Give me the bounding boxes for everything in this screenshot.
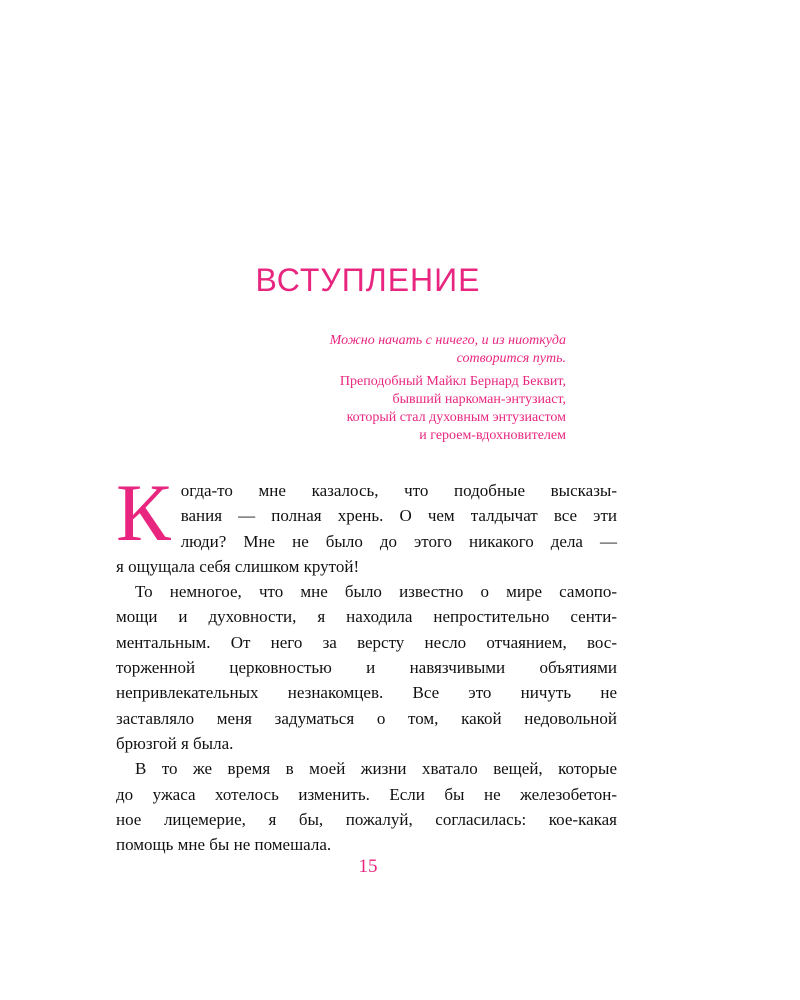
epigraph-attribution-line: Преподобный Майкл Бернард Беквит, [339, 374, 566, 389]
text-line: непривлекательных незнакомцев. Все это ничуть не [116, 683, 617, 703]
text-line: до ужаса хотелось изменить. Если бы не железобетон- [116, 784, 617, 804]
paragraph-1 [116, 467, 617, 579]
text-line: брюзгой я была. [116, 733, 234, 753]
body-text [116, 467, 617, 857]
epigraph-attribution [230, 373, 566, 445]
text-line: ное лицемерие, я бы, пожалуй, согласилась: кое-какая [116, 809, 617, 829]
text-line: огда-то мне казалось, что подобные высказы- [180, 481, 617, 500]
epigraph-quote-line: Можно начать с ничего, и из ниоткуда [329, 333, 566, 348]
epigraph-quote-line: сотворится путь. [456, 351, 566, 366]
drop-cap: К [116, 467, 171, 558]
text-line: мощи и духовности, я находила непростительно сенти- [116, 607, 617, 627]
text-line: ментальным. От него за версту несло отчаянием, вос- [116, 632, 617, 652]
text-line: я ощущала себя слишком крутой! [116, 556, 360, 576]
chapter-title: ВСТУПЛЕНИЕ [255, 262, 481, 298]
text-line: люди? Мне не было до этого никакого дела — [180, 531, 617, 551]
text-line: помощь мне бы не помешала. [116, 835, 332, 855]
text-line: заставляло меня задуматься о том, какой недовольной [116, 708, 617, 728]
epigraph [230, 332, 566, 445]
epigraph-attribution-line: и героем-вдохновителем [419, 428, 566, 443]
page-number: 15 [358, 856, 378, 877]
text-line: торженной церковностью и навязчивыми объятиями [116, 658, 617, 678]
epigraph-attribution-line: бывший наркоман-энтузиаст, [392, 392, 566, 407]
paragraph-2 [116, 579, 617, 756]
text-line: В то же время в моей жизни хватало вещей, которые [135, 759, 617, 779]
text-line: вания — полная хрень. О чем талдычат все эти [180, 506, 617, 526]
epigraph-quote [230, 332, 566, 368]
paragraph-3 [116, 756, 617, 857]
epigraph-attribution-line: который стал духовным энтузиастом [346, 410, 566, 425]
text-line: То немногое, что мне было известно о мире самопо- [135, 582, 617, 602]
